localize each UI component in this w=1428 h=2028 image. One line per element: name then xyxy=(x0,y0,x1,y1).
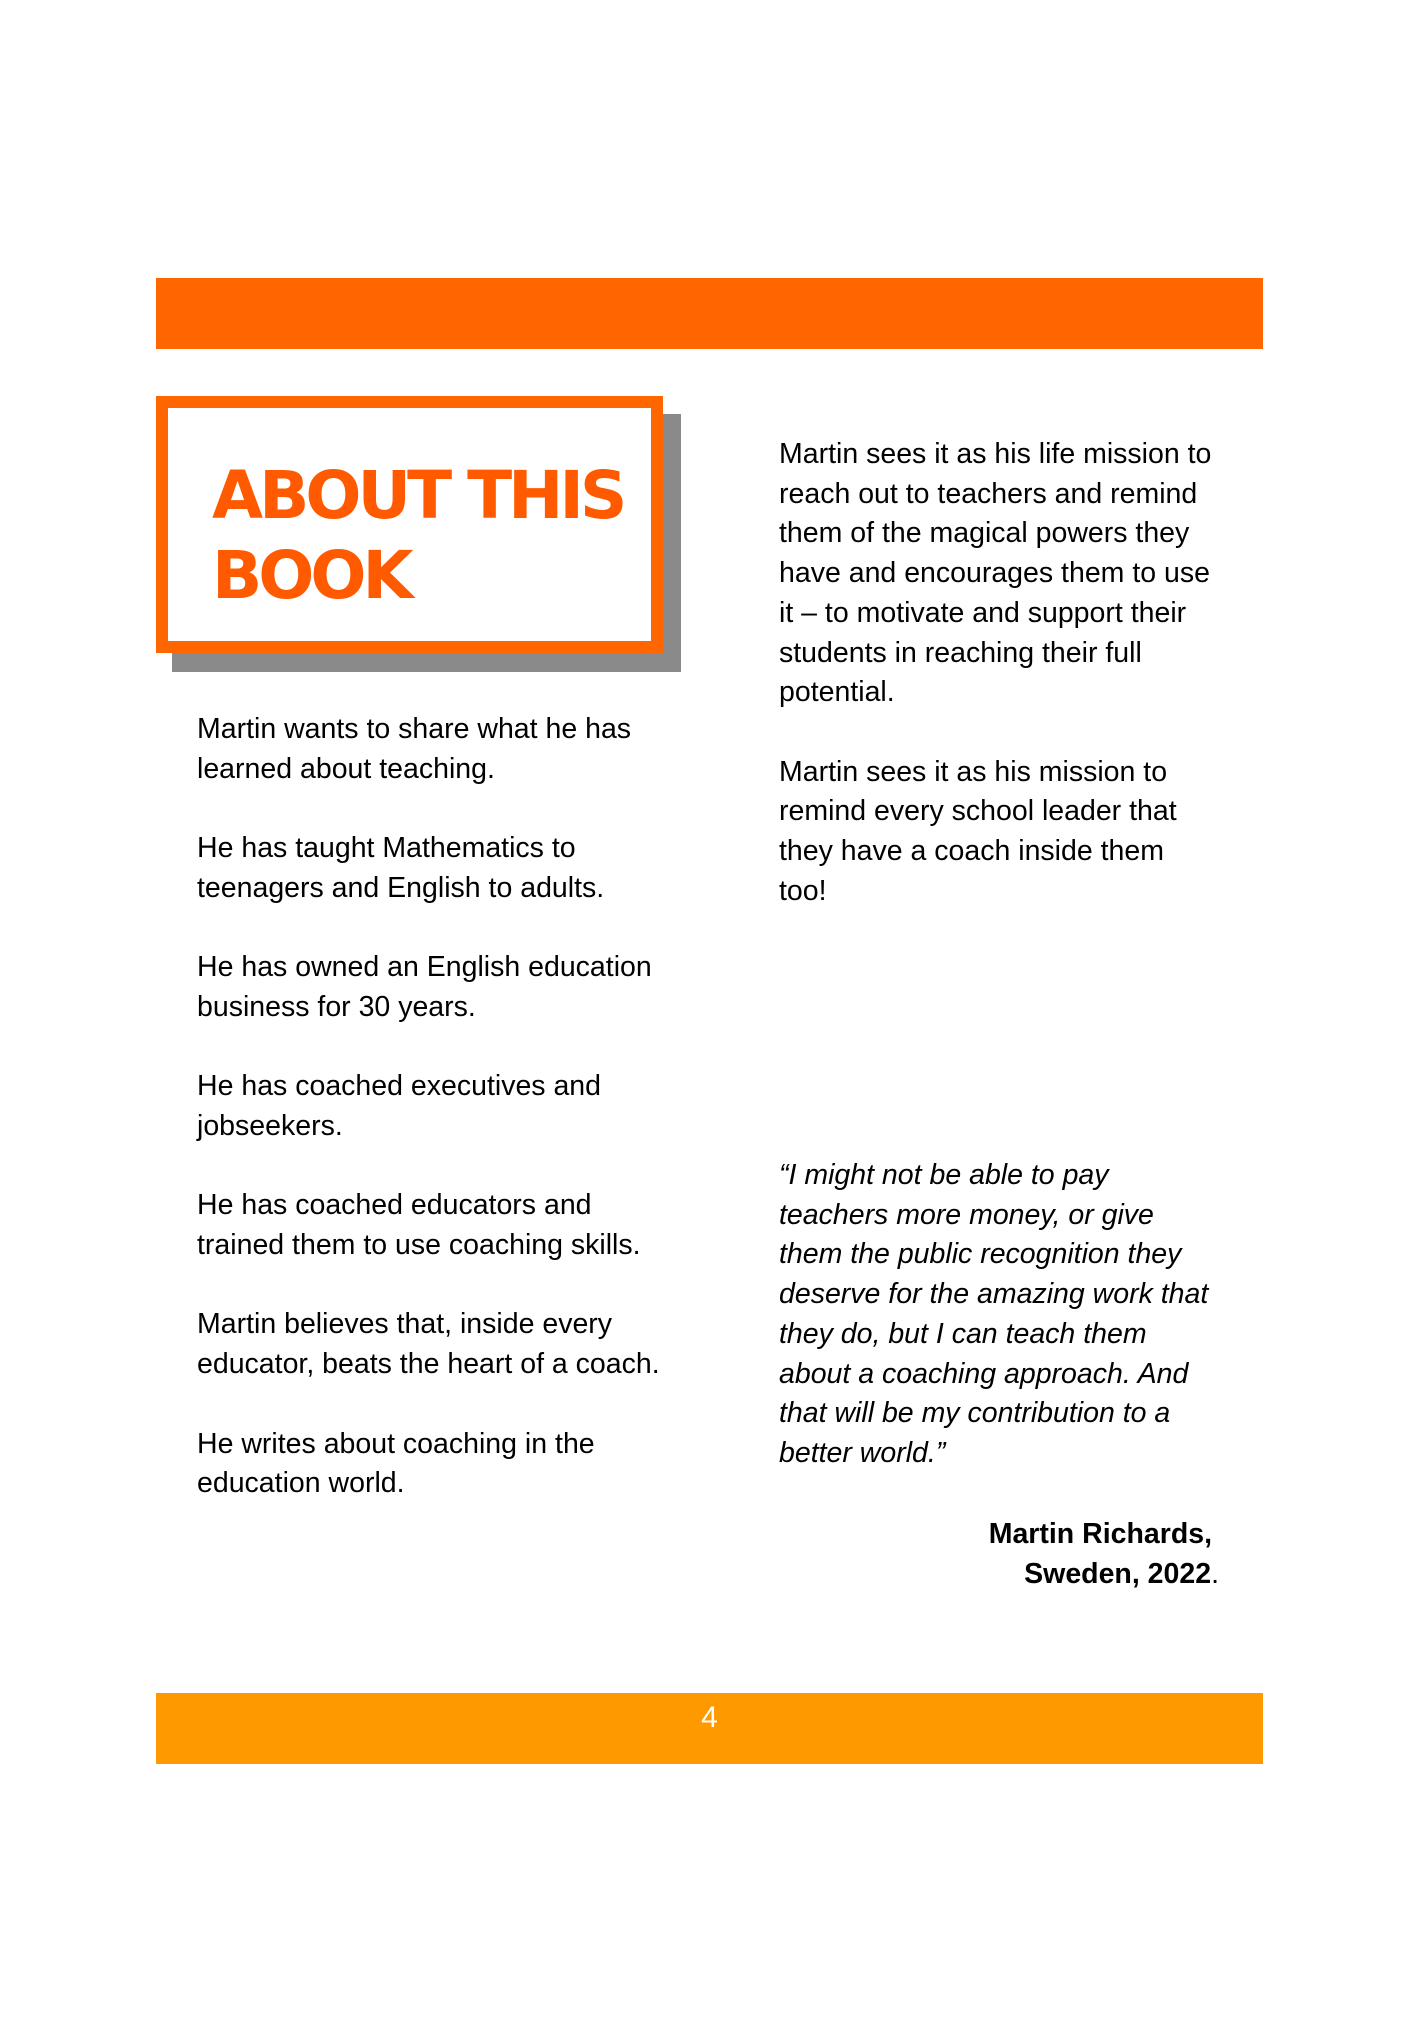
left-paragraph: Martin wants to share what he has learned about teaching. xyxy=(197,713,632,785)
top-orange-bar xyxy=(156,278,1263,349)
author-quote: “I might not be able to pay teachers more money, or give them the public recognition they deserve for the amazing work that they do, but I can teach them about a coaching approach. And that will be my contribution to a better world.” xyxy=(779,1159,1209,1469)
signature-place-year: Sweden, 2022 xyxy=(1024,1557,1212,1590)
left-paragraph: He has coached educators and trained them to use coaching skills. xyxy=(197,1189,641,1262)
title-line-1: ABOUT THIS xyxy=(212,457,624,534)
right-column xyxy=(779,435,1219,951)
signature-end-punct: . xyxy=(1211,1557,1219,1590)
left-paragraph: He has coached executives and jobseekers. xyxy=(197,1070,602,1142)
left-paragraph: He has taught Mathematics to teenagers and English to adults. xyxy=(197,832,605,904)
left-column xyxy=(197,710,667,1544)
left-paragraph: Martin believes that, inside every educator, beats the heart of a coach. xyxy=(197,1308,660,1381)
left-paragraph: He writes about coaching in the education world. xyxy=(197,1427,595,1500)
title-line-2: BOOK xyxy=(212,537,410,614)
title-box xyxy=(156,396,663,653)
footer-bar xyxy=(156,1693,1263,1764)
left-paragraph: He has owned an English education business for 30 years. xyxy=(197,951,652,1023)
signature xyxy=(779,1515,1219,1594)
signature-name: Martin Richards, xyxy=(988,1518,1212,1550)
right-paragraph: Martin sees it as his life mission to reach out to teachers and remind them of the magical powers they have and encourages them to use it – to motivate and support their students in reaching their full potential. xyxy=(779,438,1212,709)
page-number: 4 xyxy=(701,1701,718,1734)
right-paragraph: Martin sees it as his mission to remind every school leader that they have a coach inside them too! xyxy=(779,755,1177,907)
page-title xyxy=(212,456,652,616)
